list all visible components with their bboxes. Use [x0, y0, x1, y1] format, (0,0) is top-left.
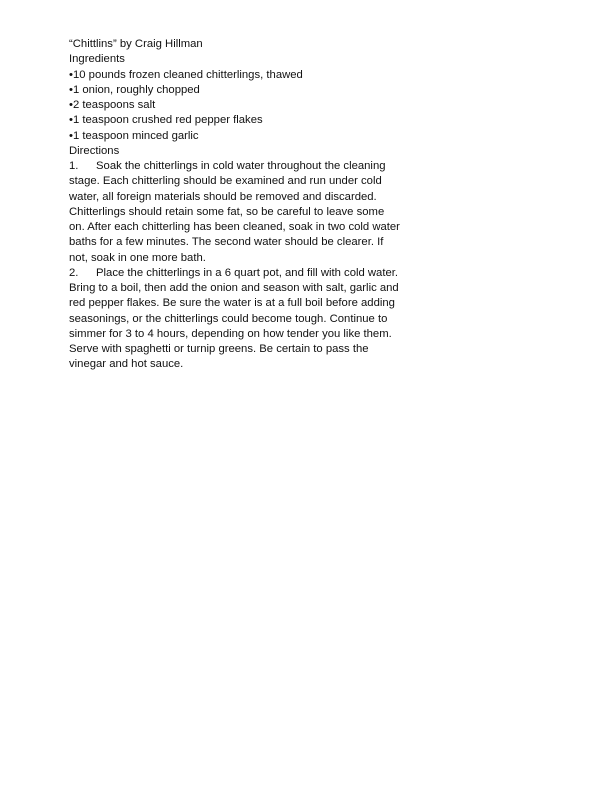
bullet-glyph: •	[69, 129, 73, 142]
direction-line: Bring to a boil, then add the onion and season with salt, garlic and	[69, 282, 399, 294]
direction-line: simmer for 3 to 4 hours, depending on how tender you like them.	[69, 327, 392, 340]
ingredients-heading: Ingredients	[69, 53, 125, 66]
step-number: 2.	[69, 266, 79, 279]
recipe-content	[69, 37, 421, 373]
bullet-glyph: •	[69, 68, 73, 81]
ingredient-text: 1 teaspoon minced garlic	[72, 129, 199, 142]
direction-step	[69, 266, 421, 373]
ingredient-text: 1 teaspoon crushed red pepper flakes	[72, 114, 263, 127]
ingredient-text: 10 pounds frozen cleaned chitterlings, thawed	[72, 68, 303, 81]
direction-line: baths for a few minutes. The second water should be clearer. If	[69, 236, 384, 249]
direction-line: Chitterlings should retain some fat, so be careful to leave some	[69, 205, 385, 218]
direction-line: seasonings, or the chitterlings could become tough. Continue to	[69, 312, 388, 325]
direction-line: water, all foreign materials should be removed and discarded.	[69, 190, 377, 203]
ingredient-item	[69, 68, 421, 83]
direction-line: Serve with spaghetti or turnip greens. Be certain to pass the	[69, 343, 369, 355]
ingredient-item	[69, 98, 421, 113]
document-title: “Chittlins” by Craig Hillman	[69, 38, 203, 50]
step-number: 1.	[69, 160, 79, 172]
direction-line: red pepper flakes. Be sure the water is at a full boil before adding	[69, 297, 395, 310]
direction-line	[69, 159, 421, 174]
direction-line	[69, 266, 421, 281]
ingredient-text: 1 onion, roughly chopped	[72, 83, 200, 96]
direction-line: vinegar and hot sauce.	[69, 358, 184, 371]
direction-step	[69, 159, 421, 266]
direction-text: Soak the chitterlings in cold water throughout the cleaning	[96, 160, 386, 172]
direction-line: on. After each chitterling has been cleaned, soak in two cold water	[69, 221, 400, 233]
ingredient-item	[69, 129, 421, 144]
direction-text: Place the chitterlings in a 6 quart pot, and fill with cold water.	[96, 266, 399, 279]
directions-heading: Directions	[69, 144, 120, 157]
bullet-glyph: •	[69, 99, 73, 111]
ingredient-item	[69, 83, 421, 98]
direction-line: stage. Each chitterling should be examined and run under cold	[69, 175, 382, 188]
ingredient-item	[69, 113, 421, 128]
direction-line: not, soak in one more bath.	[69, 251, 206, 264]
bullet-glyph: •	[69, 114, 73, 127]
ingredient-text: 2 teaspoons salt	[72, 99, 156, 111]
bullet-glyph: •	[69, 83, 73, 96]
